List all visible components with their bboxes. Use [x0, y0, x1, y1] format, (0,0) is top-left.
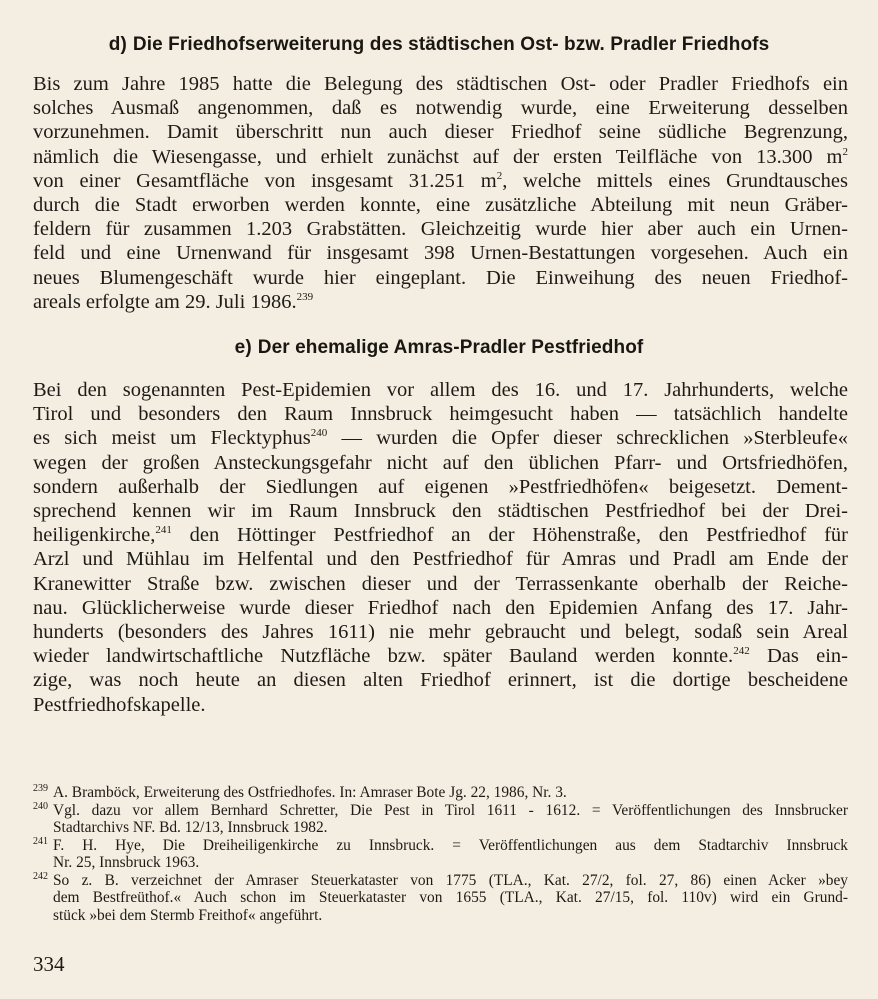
text-fragment: Das ein-	[749, 645, 848, 668]
section-e-paragraph	[33, 378, 848, 717]
footnote-line: Nr. 25, Innsbruck 1963.	[53, 854, 200, 871]
footnote-line: So z. B. verzeichnet der Amraser Steuerkataster von 1775 (TLA., Kat. 27/2, fol. 27, 86) einen Acker »bey	[53, 871, 848, 889]
footnote-line: F. H. Hye, Die Dreiheiligenkirche zu Innsbruck. = Veröffentlichungen aus dem Stadtarchiv Innsbruck	[53, 836, 848, 854]
text-line: solches Ausmaß angenommen, daß es notwendig wurde, eine Erweiterung desselben	[33, 97, 848, 120]
footnote-number: 242	[33, 870, 48, 882]
text-line	[33, 523, 848, 547]
text-fragment: — wurden die Opfer dieser schrecklichen »Sterbleufe«	[327, 427, 848, 450]
text-line: neues Blumengeschäft wurde hier eingeplant. Die Einweihung des neuen Friedhof-	[33, 266, 848, 289]
text-line: vorzunehmen. Damit überschritt nun auch dieser Friedhof seine südliche Begrenzung,	[33, 121, 848, 144]
text-line: wegen der großen Ansteckungsgefahr nicht auf den üblichen Pfarr- und Ortsfriedhöfen,	[33, 451, 848, 474]
footnote-number: 241	[33, 835, 48, 847]
footnote-ref: 239	[296, 290, 314, 303]
text-line: feldern für zusammen 1.203 Grabstätten. Gleichzeitig wurde hier aber auch ein Urnen-	[33, 218, 848, 241]
footnote	[33, 837, 848, 872]
text-line: Pestfriedhofskapelle.	[33, 693, 206, 716]
text-fragment: es sich meist um Flecktyphus	[33, 427, 311, 450]
text-line: Bei den sogenannten Pest-Epidemien vor allem des 16. und 17. Jahrhunderts, welche	[33, 379, 848, 401]
text-line	[33, 426, 848, 450]
footnotes	[33, 784, 848, 924]
text-line: sprechend kennen wir im Raum Innsbruck den städtischen Pestfriedhof bei der Drei-	[33, 500, 848, 523]
text-fragment: wieder landwirtschaftliche Nutzfläche bzw. später Bauland werden konnte.	[33, 645, 734, 668]
text-line: nau. Glücklicherweise wurde dieser Friedhof nach den Epidemien Anfang des 17. Jahr-	[33, 596, 848, 619]
footnote-number: 240	[33, 800, 48, 812]
section-d-label: d)	[108, 34, 127, 55]
footnote	[33, 784, 848, 802]
text-line	[33, 644, 848, 668]
section-e-label: e)	[234, 337, 252, 358]
text-fragment: von einer Gesamtfläche von insgesamt 31.251 m	[33, 169, 497, 192]
text-line: zige, was noch heute an diesen alten Friedhof erinnert, ist die dortige bescheidene	[33, 669, 848, 692]
text-fragment: , welche mittels eines Grundtausches	[502, 169, 848, 192]
text-line	[33, 290, 848, 314]
footnote-line: dem Bestfreüthof.« Auch schon im Steuerkataster von 1655 (TLA., Kat. 27/15, fol. 110v) wird ein Grund-	[53, 889, 848, 906]
text-line: sondern außerhalb der Siedlungen auf eigenen »Pestfriedhöfen« beigesetzt. Dement-	[33, 475, 848, 498]
section-e-title: Der ehemalige Amras-Pradler Pestfriedhof	[257, 337, 644, 358]
section-e-heading	[0, 337, 878, 359]
section-d-title: Die Friedhofserweiterung des städtischen Ost- bzw. Pradler Friedhofs	[132, 34, 770, 55]
footnote-line: Vgl. dazu vor allem Bernhard Schretter, Die Pest in Tirol 1611 - 1612. = Veröffentlichungen des Innsbrucker	[53, 801, 848, 819]
text-line: Bis zum Jahre 1985 hatte die Belegung des städtischen Ost- oder Pradler Friedhofs ein	[33, 73, 848, 95]
footnote-line: stück »bei dem Stermb Freithof« angeführt.	[53, 906, 323, 924]
footnote-ref: 242	[733, 645, 750, 658]
text-fragment: heiligenkirche,	[33, 524, 156, 547]
text-line: Arzl und Mühlau im Helfental und den Pestfriedhof für Amras und Pradl am Ende der	[33, 548, 848, 571]
text-fragment: nämlich die Wiesengasse, und erhielt zunächst auf der ersten Teilfläche von 13.300 m	[33, 145, 843, 168]
text-line: feld und eine Urnenwand für insgesamt 398 Urnen-Bestattungen vorgesehen. Auch ein	[33, 242, 848, 265]
footnote	[33, 872, 848, 925]
footnote-number: 239	[33, 783, 48, 794]
superscript: 2	[842, 145, 848, 158]
footnote-ref: 240	[310, 427, 328, 440]
text-line: Tirol und besonders den Raum Innsbruck heimgesucht haben — tatsächlich handelte	[33, 403, 848, 426]
footnote-ref: 241	[155, 524, 172, 537]
text-line	[33, 169, 848, 193]
text-line	[33, 145, 848, 169]
page-number: 334	[33, 952, 65, 976]
superscript: 2	[496, 169, 503, 182]
text-line: Kranewitter Straße bzw. zwischen dieser und der Terrassenkante oberhalb der Reiche-	[33, 572, 848, 595]
text-line: hunderts (besonders des Jahres 1611) nie mehr gebraucht und belegt, sodaß sein Areal	[33, 621, 848, 644]
section-d-paragraph	[33, 72, 848, 314]
text-fragment: areals erfolgte am 29. Juli 1986.	[33, 290, 297, 313]
footnote	[33, 802, 848, 837]
footnote-line: Stadtarchivs NF. Bd. 12/13, Innsbruck 1982.	[53, 819, 328, 836]
text-fragment: den Höttinger Pestfriedhof an der Höhenstraße, den Pestfriedhof für	[171, 524, 848, 547]
footnote-line: A. Bramböck, Erweiterung des Ostfriedhofes. In: Amraser Bote Jg. 22, 1986, Nr. 3.	[53, 784, 567, 801]
section-d-heading	[0, 34, 878, 56]
text-line: durch die Stadt erworben werden konnte, eine zusätzliche Abteilung mit neun Gräber-	[33, 194, 848, 217]
